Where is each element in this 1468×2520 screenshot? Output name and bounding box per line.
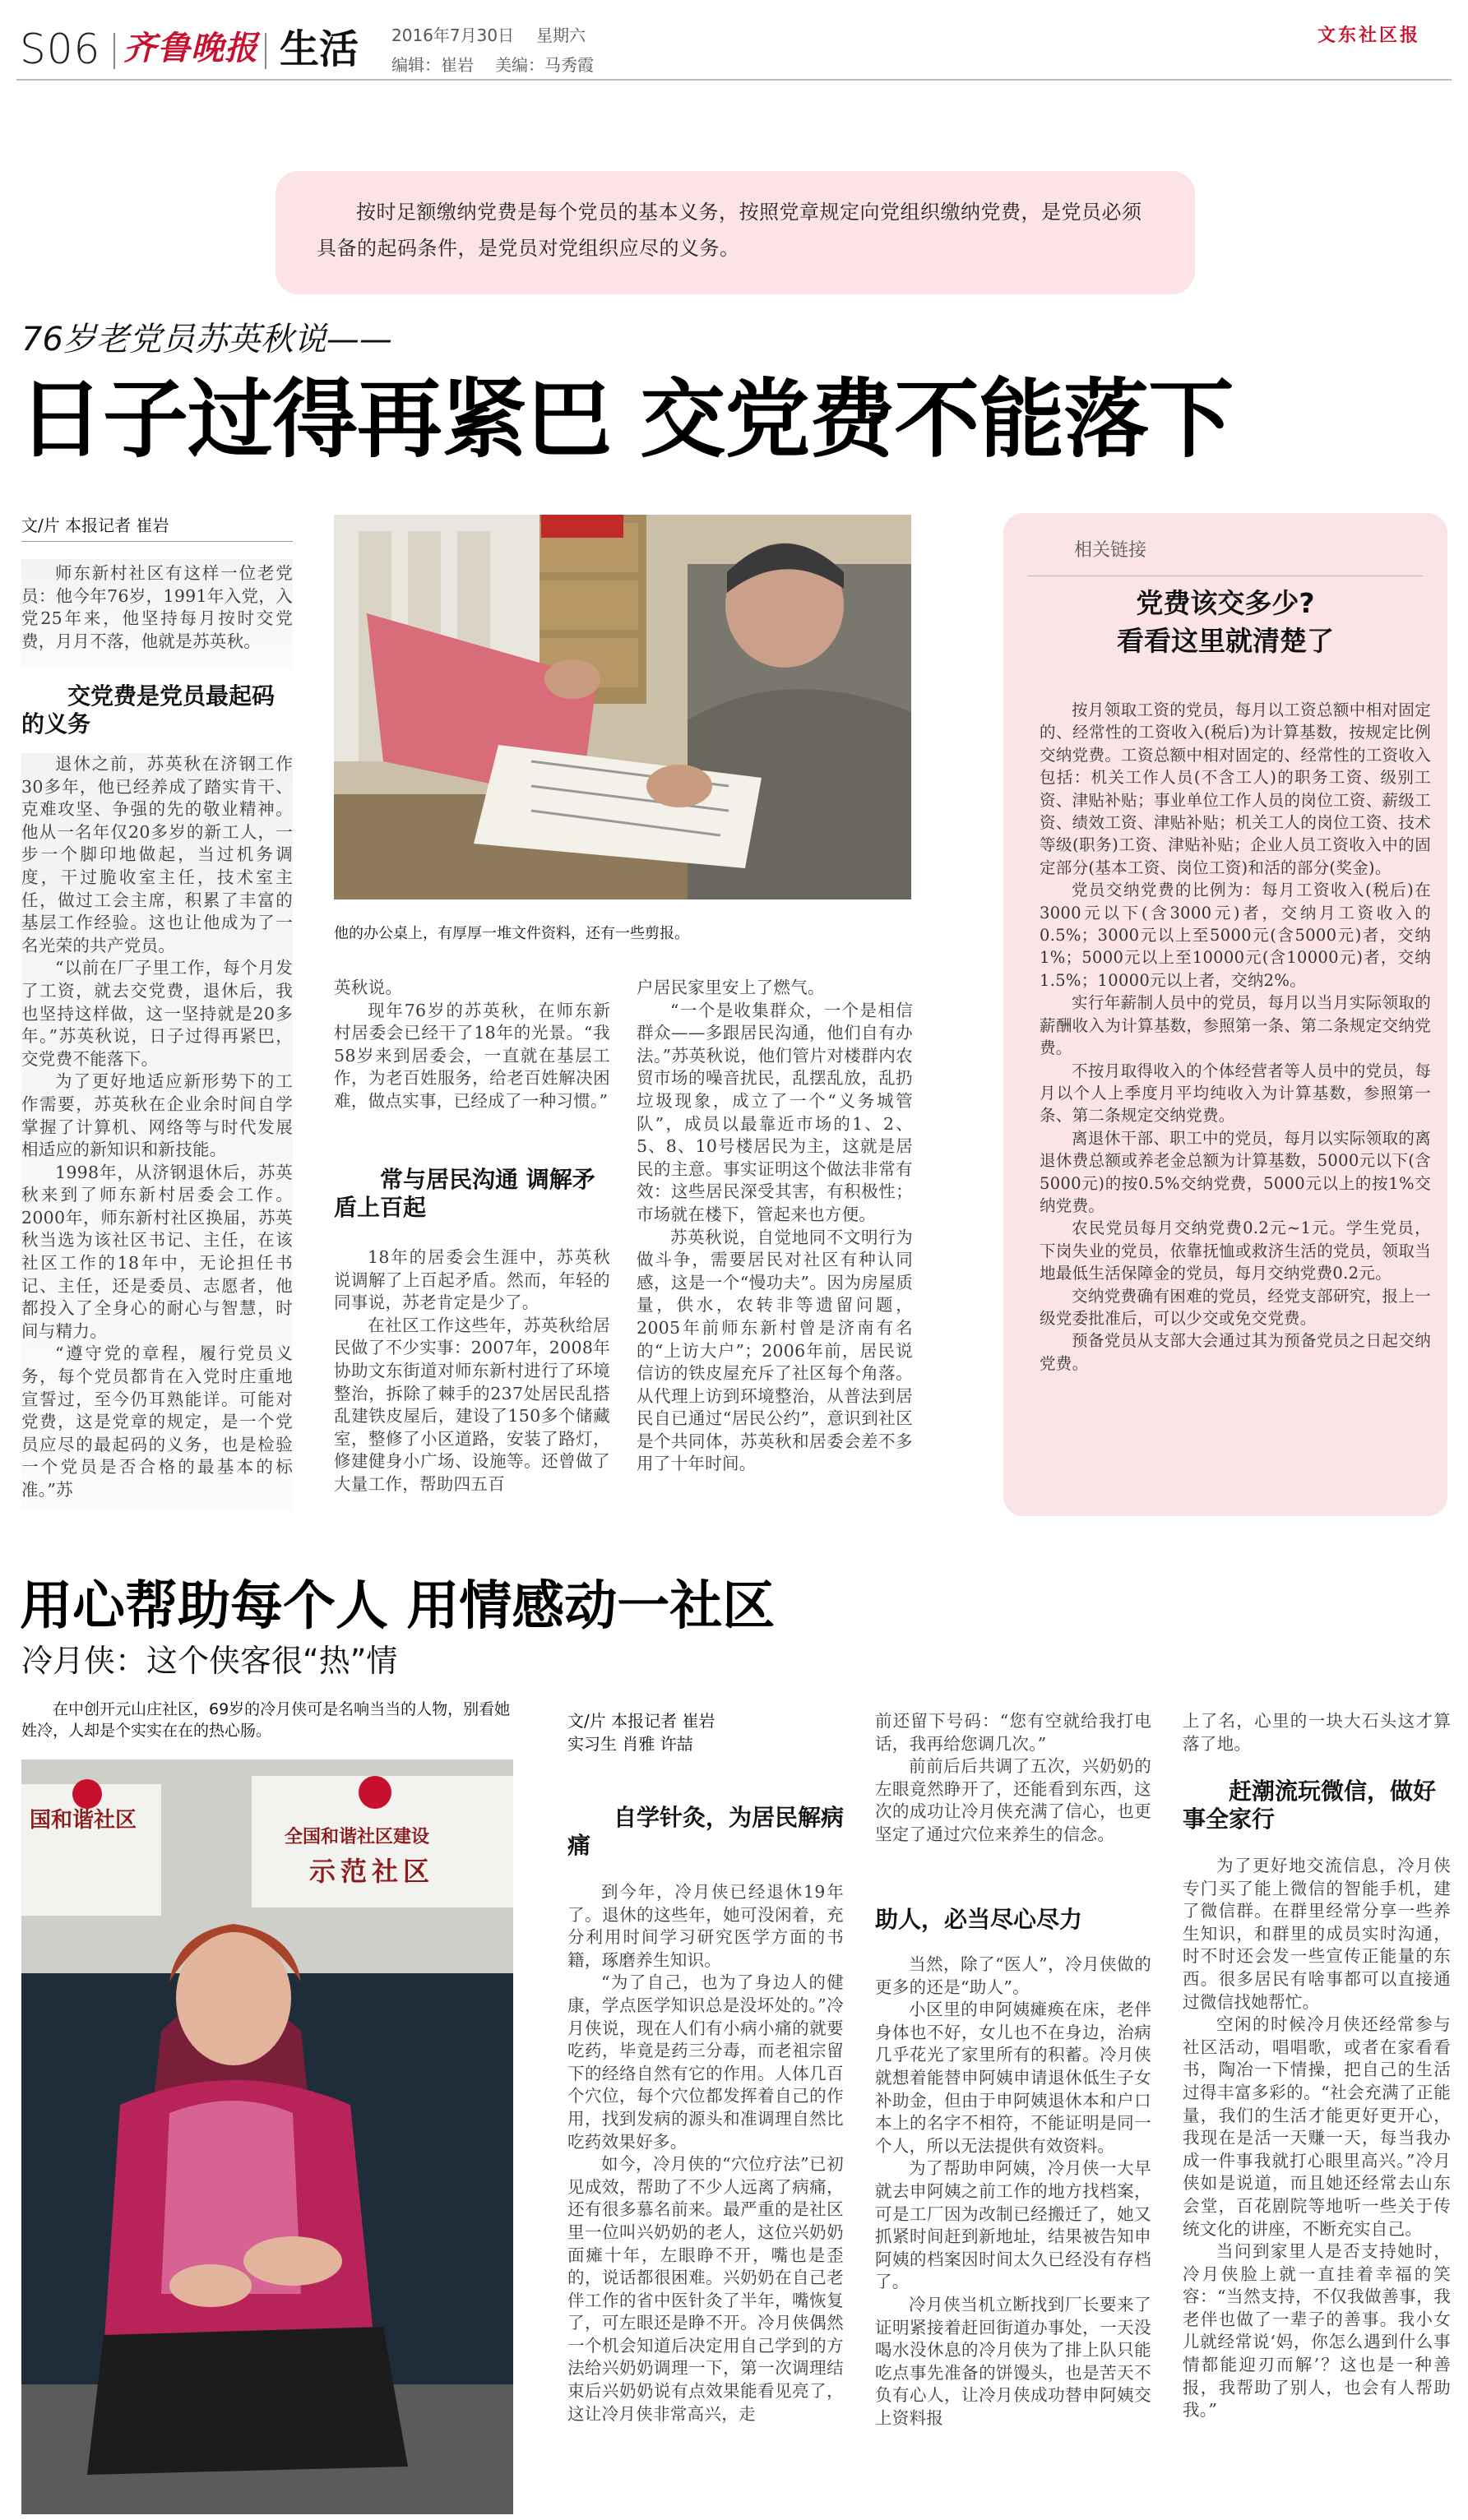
paragraph: 空闲的时候冷月侠还经常参与社区活动，唱唱歌，或者在家看看书，陶冶一下情操，把自己的生活过得丰富多彩的。“社会充满了正能量，我们的生活才能更好更开心，我现在是活一天赚一天，每当我办成一件事我就打心眼里高兴。”冷月侠如是说道，而且她还经常去山东会堂，百花剧院等地听一些关于传统文化的讲座，不断充实自己。 — [1183, 2014, 1451, 2239]
story1-column-2 — [334, 977, 610, 1113]
paragraph-continued: 前还留下号码：“您有空就给我打电话，我再给您调几次。” — [875, 1711, 1151, 1754]
story2-subhead-2: 助人，必当尽心尽力 — [875, 1906, 1083, 1933]
paragraph: 当问到家里人是否支持她时，冷月侠脸上就一直挂着幸福的笑容：“当然支持，不仅我做善事，我老伴也做了一辈子的善事。我小女儿就经常说‘妈，你怎么遇到什么事情都能迎刃而解’？这也是一种善报，我帮助了别人，也会有人帮助我。” — [1183, 2241, 1451, 2421]
story1-photo-caption: 他的办公桌上，有厚厚一堆文件资料，还有一些剪报。 — [334, 925, 689, 942]
edition-name: 文东社区报 — [1317, 25, 1421, 46]
paragraph: “以前在厂子里工作，每个月发了工资，就去交党费，退休后，我也坚持这样做，这一坚持就是20多年。”苏英秋说，日子过得再紧巴，交党费不能落下。 — [21, 958, 293, 1069]
sidebar-paragraph: 党员交纳党费的比例为：每月工资收入(税后)在3000元以下(含3000元)者，交纳月工资收入的0.5%；3000元以上至5000元(含5000元)者，交纳1%；5000元以上至10000元(含10000元)者，交纳1.5%；10000元以上者，交纳2%。 — [1040, 881, 1431, 990]
sidebar-title-2: 看看这里就清楚了 — [1117, 625, 1334, 657]
paragraph: 当然，除了“医人”，冷月侠做的更多的还是“助人”。 — [875, 1954, 1151, 1997]
issue-date: 2016年7月30日 — [391, 25, 515, 45]
story2-column-2 — [875, 1710, 1151, 1847]
paragraph: 如今，冷月侠的“穴位疗法”已初见成效，帮助了不少人远离了病痛，还有很多慕名前来。最严重的是社区里一位叫兴奶奶的老人，这位兴奶奶面瘫十年，左眼睁不开，嘴也是歪的，说话都很困难。兴奶奶在自己老伴工作的省中医针灸了半年，嘴恢复了，可左眼还是睁不开。冷月侠偶然一个机会知道后决定用自己学到的方法给兴奶奶调理一下，第一次调理结束后兴奶奶说有点效果能看见亮了，这让冷月侠非常高兴，走 — [567, 2154, 844, 2424]
story2-byline-2: 实习生 肖雅 许喆 — [567, 1734, 693, 1754]
sign-text-1: 国和谐社区 — [30, 1808, 137, 1833]
page-code: S06 — [20, 25, 101, 73]
section-name: 生活 — [280, 26, 359, 72]
issue-weekday: 星期六 — [536, 25, 586, 45]
story1-photo — [334, 515, 911, 899]
paragraph-continued: 英秋说。 — [334, 978, 403, 997]
story1-subhead-2: 常与居民沟通 调解矛盾上百起 — [334, 1166, 595, 1221]
story2-subhead-3: 赶潮流玩微信，做好事全家行 — [1183, 1778, 1437, 1833]
lead-paragraph: 师东新村社区有这样一位老党员：他今年76岁，1991年入党，入党25年来，他坚持每月按时交党费，月月不落，他就是苏英秋。 — [21, 563, 293, 651]
paragraph: “遵守党的章程，履行党员义务，每个党员都肯在入党时庄重地宣誓过，至今仍耳熟能详。可能对党费，这是党章的规定，是一个党员应尽的最起码的义务，也是检验一个党员是否合格的最基本的标准。”苏 — [21, 1343, 293, 1500]
sidebar-paragraph: 按月领取工资的党员，每月以工资总额中相对固定的、经常性的工资收入(税后)为计算基数，按规定比例交纳党费。工资总额中相对固定的、经常性的工资收入包括：机关工作人员(不含工人)的职务工资、级别工资、津贴补贴；事业单位工作人员的岗位工资、薪级工资、绩效工资、津贴补贴；机关工人的岗位工资、技术等级(职务)工资、津贴补贴；企业人员工资收入中的固定部分(基本工资、岗位工资)和活的部分(奖金)。 — [1040, 701, 1431, 877]
paragraph: 前前后后共调了五次，兴奶奶的左眼竟然睁开了，还能看到东西，这次的成功让冷月侠充满了信心，也更坚定了通过穴位来养生的信念。 — [875, 1756, 1151, 1844]
sidebar-body — [1040, 699, 1431, 1375]
paragraph: 到今年，冷月侠已经退休19年了。退休的这些年，她可没闲着，充分利用时间学习研究医学方面的书籍，琢磨养生知识。 — [567, 1882, 844, 1970]
sidebar-tag: 相关链接 — [1074, 540, 1147, 561]
paragraph: “一个是收集群众，一个是相信群众——多跟居民沟通，他们自有办法。”苏英秋说，他们管片对楼群内农贸市场的噪音扰民，乱摆乱放，乱扔垃圾现象，成立了一个“义务城管队”，成员以最靠近市场的1、2、5、8、10号楼居民为主，这就是居民的主意。事实证明这个做法非常有效：这些居民深受其害，有积极性；市场就在楼下，管起来也方便。 — [637, 1000, 913, 1224]
paragraph: 为了更好地交流信息，冷月侠专门买了能上微信的智能手机，建了微信群。在群里经常分享一些养生知识，和群里的成员实时沟通，时不时还会发一些宣传正能量的东西。很多居民有啥事都可以直接通过微信找她帮忙。 — [1183, 1856, 1451, 2012]
photo-elderly-man-reading — [334, 515, 911, 899]
story2-column-3b — [1183, 1855, 1451, 2511]
byline-rule — [21, 541, 293, 542]
quote-text: 按时足额缴纳党费是每个党员的基本义务，按照党章规定向党组织缴纳党费，是党员必须具备的起码条件，是党员对党组织应尽的义务。 — [317, 201, 1142, 260]
story1-subhead-1: 交党费是党员最起码的义务 — [21, 682, 276, 738]
paper-logo: 齐鲁晚报 — [123, 29, 258, 67]
story2-headline: 用心帮助每个人 用情感动一社区 — [20, 1576, 776, 1637]
masthead-divider — [113, 33, 115, 69]
sidebar-title-1: 党费该交多少? — [1136, 587, 1315, 619]
story1-column-2b — [334, 1246, 610, 1510]
paragraph: 为了更好地适应新形势下的工作需要，苏英秋在企业余时间自学掌握了计算机、网络等与时代发展相适应的新知识和新技能。 — [21, 1071, 293, 1160]
story1-byline: 文/片 本报记者 崔岩 — [21, 516, 169, 535]
story1-kicker: 76岁老党员苏英秋说—— — [21, 321, 392, 358]
story2-byline-1: 文/片 本报记者 崔岩 — [567, 1711, 715, 1731]
masthead-rule — [16, 79, 1452, 81]
paragraph: 苏英秋说，自觉地同不文明行为做斗争，需要居民对社区有种认同感，这是一个“慢功夫”。因为房屋质量，供水，农转非等遗留问题，2005年前师东新村曾是济南有名的“上访大户”；2006年前，居民说信访的铁皮屋充斥了社区每个角落。从代理上访到环境整治，从普法到居民自已通过“居民公约”，意识到社区是个共同体，苏英秋和居委会差不多用了十年时间。 — [637, 1227, 913, 1474]
story2-column-2b — [875, 1954, 1151, 2511]
sidebar-paragraph: 离退休干部、职工中的党员，每月以实际领取的离退休费总额或养老金总额为计算基数，5000元以下(含5000元)的按0.5%交纳党费，5000元以上的按1%交纳党费。 — [1040, 1128, 1431, 1215]
sign-text-3: 示范社区 — [309, 1856, 435, 1887]
quote-box — [276, 171, 1195, 294]
photo-woman-seated — [21, 1759, 513, 2514]
sidebar-paragraph: 不按月取得收入的个体经营者等人员中的党员，每月以个人上季度月平均纯收入为计算基数，参照第一条、第二条规定交纳党费。 — [1040, 1061, 1431, 1126]
paragraph: 小区里的申阿姨瘫痪在床，老伴身体也不好，女儿也不在身边，治病几乎花光了家里所有的积蓄。冷月侠就想着能替申阿姨申请退休低生子女补助金，但由于申阿姨退休本和户口本上的名字不相符，不能证明是同一个人，所以无法提供有效资料。 — [875, 2000, 1151, 2156]
story1-headline: 日子过得再紧巴 交党费不能落下 — [18, 369, 1234, 469]
paragraph: “为了自己，也为了身边人的健康，学点医学知识总是没坏处的。”冷月侠说，现在人们有小病小痛的就要吃药，毕竟是药三分毒，而老祖宗留下的经络自然有它的作用。人体几百个穴位，每个穴位都发挥着自己的作用，找到发病的源头和准调理自然比吃药效果好多。 — [567, 1972, 844, 2152]
paragraph: 为了帮助申阿姨，冷月侠一大早就去申阿姨之前工作的地方找档案，可是工厂因为改制已经搬迁了，她又抓紧时间赶到新地址，结果被告知申阿姨的档案因时间太久已经没有存档了。 — [875, 2158, 1151, 2292]
designer-credit: 美编：马秀霞 — [495, 55, 594, 75]
masthead-divider — [265, 33, 266, 69]
editor-credit: 编辑：崔岩 — [391, 55, 474, 75]
paragraph: 在社区工作这些年，苏英秋给居民做了不少实事：2007年，2008年协助文东街道对师东新村进行了环境整治，拆除了棘手的237处居民乱搭乱建铁皮屋后，建设了150多个储藏室，整修了小区道路，安装了路灯，修建健身小广场、设施等。还曾做了大量工作，帮助四五百 — [334, 1315, 610, 1494]
story1-lead — [21, 559, 293, 668]
sign-text-2: 全国和谐社区建设 — [285, 1826, 430, 1847]
story2-column-1 — [567, 1881, 844, 2511]
story2-column-3 — [1183, 1710, 1451, 1755]
sidebar-paragraph: 预备党员从支部大会通过其为预备党员之日起交纳党费。 — [1040, 1331, 1431, 1373]
paragraph-continued: 户居民家里安上了燃气。 — [637, 978, 825, 997]
story2-photo — [21, 1759, 513, 2514]
story1-column-3 — [637, 977, 913, 1510]
paragraph-continued: 上了名，心里的一块大石头这才算落了地。 — [1183, 1711, 1451, 1754]
story2-subhead-1: 自学针灸，为居民解病痛 — [567, 1804, 845, 1859]
paragraph: 现年76岁的苏英秋，在师东新村居委会已经干了18年的光景。“我58岁来到居委会，一直就在基层工作，为老百姓服务，给老百姓解决困难，做点实事，已经成了一种习惯。” — [334, 1000, 610, 1111]
paragraph: 冷月侠当机立断找到厂长要来了证明紧接着赶回街道办事处，一天没喝水没休息的冷月侠为了排上队只能吃点事先准备的饼馒头，也是苦天不负有心人，让冷月侠成功替申阿姨交上资料报 — [875, 2294, 1151, 2428]
paragraph: 1998年，从济钢退休后，苏英秋来到了师东新村居委会工作。2000年，师东新村社区换届，苏英秋当选为该社区书记、主任，在该社区工作的18年中，无论担任书记、主任，还是委员、志愿者，他都投入了全身心的耐心与智慧，时间与精力。 — [21, 1162, 293, 1341]
paragraph: 18年的居委会生涯中，苏英秋说调解了上百起矛盾。然而，年轻的同事说，苏老肯定是少了。 — [334, 1247, 610, 1313]
sidebar-paragraph: 实行年薪制人员中的党员，每月以当月实际领取的薪酬收入为计算基数，参照第一条、第二条规定交纳党费。 — [1040, 993, 1431, 1058]
story2-photo-caption: 在中创开元山庄社区，69岁的冷月侠可是名响当当的人物，别看她姓冷，人却是个实实在在的热心肠。 — [21, 1700, 511, 1740]
sidebar-paragraph: 农民党员每月交纳党费0.2元~1元。学生党员，下岗失业的党员，依靠抚恤或救济生活的党员，领取当地最低生活保障金的党员，每月交纳党费0.2元。 — [1040, 1218, 1431, 1283]
paragraph: 退休之前，苏英秋在济钢工作30多年，他已经养成了踏实肯干、克难攻坚、争强的先的敬业精神。他从一名年仅20多岁的新工人，一步一个脚印地做起，当过机务调度，干过脆收室主任，技术室主任，做过工会主席，积累了丰富的基层工作经验。这也让他成为了一名光荣的共产党员。 — [21, 754, 293, 955]
story1-column-1 — [21, 753, 293, 1510]
sidebar-paragraph: 交纳党费确有困难的党员，经党支部研究，报上一级党委批准后，可以少交或免交党费。 — [1040, 1286, 1431, 1328]
story2-subtitle: 冷月侠：这个侠客很“热”情 — [21, 1643, 398, 1679]
